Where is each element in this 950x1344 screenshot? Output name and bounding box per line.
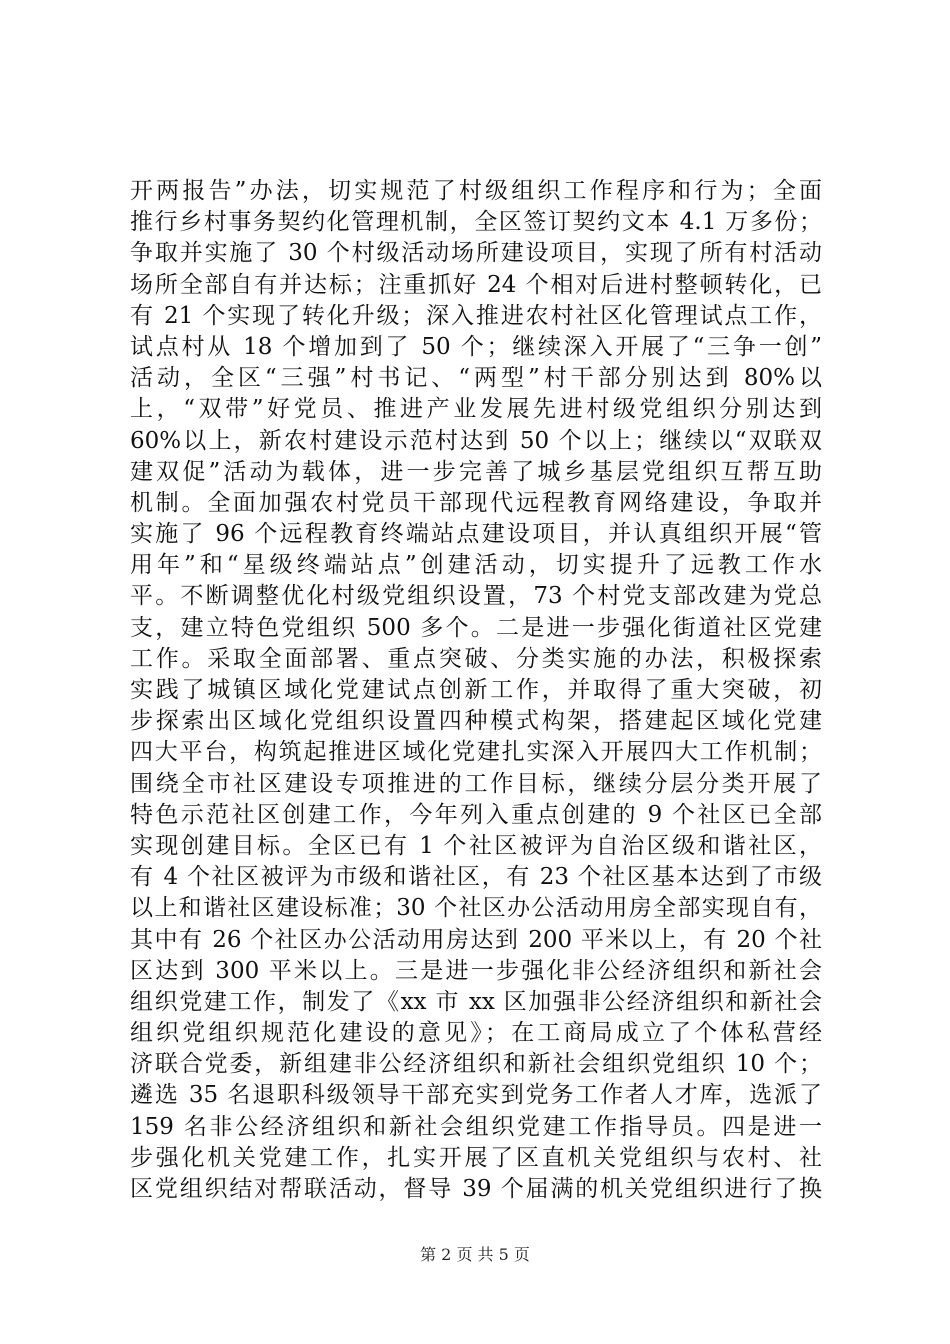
text-line: 支，建立特色党组织 500 多个。二是进一步强化街道社区党建 (130, 614, 822, 641)
text-line: 建双促”活动为载体，进一步完善了城乡基层党组织互帮互助 (130, 458, 822, 485)
text-line: 步探索出区域化党组织设置四种模式构架，搭建起区域化党建 (130, 708, 822, 735)
body-text (130, 176, 822, 1205)
text-line: 有 4 个社区被评为市级和谐社区，有 23 个社区基本达到了市级 (130, 864, 822, 891)
text-line: 开两报告”办法，切实规范了村级组织工作程序和行为；全面 (130, 178, 822, 204)
text-line: 区党组织结对帮联活动，督导 39 个届满的机关党组织进行了换 (130, 1176, 822, 1202)
text-line: 以上和谐社区建设标准；30 个社区办公活动用房全部实现自有， (130, 895, 822, 922)
text-line: 用年”和“星级终端站点”创建活动，切实提升了远教工作水 (130, 552, 822, 579)
text-line: 组织党建工作，制发了《xx 市 xx 区加强非公经济组织和新社会 (130, 988, 822, 1015)
text-line: 60%以上，新农村建设示范村达到 50 个以上；继续以“双联双 (130, 427, 822, 454)
text-line: 区达到 300 平米以上。三是进一步强化非公经济组织和新社会 (130, 957, 822, 984)
text-line: 159 名非公经济组织和新社会组织党建工作指导员。四是进一 (130, 1113, 822, 1140)
text-line: 特色示范社区创建工作，今年列入重点创建的 9 个社区已全部 (130, 801, 822, 828)
text-line: 有 21 个实现了转化升级；深入推进农村社区化管理试点工作， (130, 302, 822, 329)
text-line: 步强化机关党建工作，扎实开展了区直机关党组织与农村、社 (130, 1144, 822, 1171)
text-line: 平。不断调整优化村级党组织设置，73 个村党支部改建为党总 (130, 583, 822, 610)
text-line: 其中有 26 个社区办公活动用房达到 200 平米以上，有 20 个社 (130, 926, 822, 953)
page-number-footer: 第 2 页 共 5 页 (420, 1245, 530, 1264)
text-line: 机制。全面加强农村党员干部现代远程教育网络建设，争取并 (130, 489, 822, 516)
text-line: 四大平台，构筑起推进区域化党建扎实深入开展四大工作机制； (130, 739, 822, 766)
text-line: 遴选 35 名退职科级领导干部充实到党务工作者人才库，选派了 (130, 1082, 822, 1109)
text-line: 上，“双带”好党员、推进产业发展先进村级党组织分别达到 (130, 396, 822, 423)
text-line: 实践了城镇区域化党建试点创新工作，并取得了重大突破，初 (130, 677, 822, 703)
text-line: 试点村从 18 个增加到了 50 个；继续深入开展了“三争一创” (130, 333, 822, 360)
text-line: 围绕全市社区建设专项推进的工作目标，继续分层分类开展了 (130, 770, 822, 797)
text-line: 实施了 96 个远程教育终端站点建设项目，并认真组织开展“管 (130, 521, 822, 548)
text-line: 推行乡村事务契约化管理机制，全区签订契约文本 4.1 万多份； (130, 209, 822, 236)
text-line: 场所全部自有并达标；注重抓好 24 个相对后进村整顿转化，已 (130, 271, 822, 298)
text-line: 济联合党委，新组建非公经济组织和新社会组织党组织 10 个； (130, 1051, 822, 1078)
text-line: 活动，全区“三强”村书记、“两型”村干部分别达到 80%以 (130, 365, 822, 392)
text-line: 争取并实施了 30 个村级活动场所建设项目，实现了所有村活动 (130, 240, 822, 267)
text-line: 组织党组织规范化建设的意见》；在工商局成立了个体私营经 (130, 1020, 822, 1047)
text-line: 实现创建目标。全区已有 1 个社区被评为自治区级和谐社区， (130, 832, 822, 859)
text-line: 工作。采取全面部署、重点突破、分类实施的办法，积极探索 (130, 645, 822, 672)
